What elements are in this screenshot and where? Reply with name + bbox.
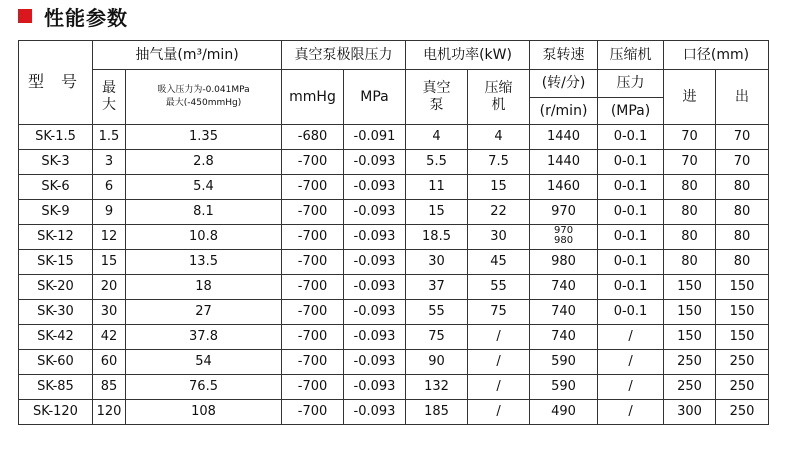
cell-comp-kw: 15 xyxy=(468,175,530,200)
model-header: 型 号 xyxy=(19,41,93,125)
cell-max: 12 xyxy=(93,225,126,250)
suction-note-header: 吸入压力为-0.041MPa 最大(-450mmHg) xyxy=(126,70,282,125)
cell-inlet: 80 xyxy=(664,200,716,225)
cell-mpa: -0.093 xyxy=(344,325,406,350)
cell-comp-kw: 7.5 xyxy=(468,150,530,175)
inlet-header: 进 xyxy=(664,70,716,125)
cell-rpm: 740 xyxy=(530,300,598,325)
cell-max: 6 xyxy=(93,175,126,200)
cell-rpm: 980 xyxy=(530,250,598,275)
cell-outlet: 80 xyxy=(716,200,769,225)
diameter-header: 口径(mm) xyxy=(664,41,769,70)
cell-suction: 2.8 xyxy=(126,150,282,175)
cell-mpa: -0.093 xyxy=(344,400,406,425)
cell-max: 3 xyxy=(93,150,126,175)
cell-comp-mpa: / xyxy=(598,375,664,400)
table-row xyxy=(19,375,769,400)
cell-suction: 76.5 xyxy=(126,375,282,400)
cell-comp-kw: 45 xyxy=(468,250,530,275)
cell-rpm: 970 980 xyxy=(530,225,598,250)
cell-suction: 5.4 xyxy=(126,175,282,200)
cell-comp-mpa: 0-0.1 xyxy=(598,300,664,325)
cell-comp-kw: 22 xyxy=(468,200,530,225)
cell-comp-mpa: 0-0.1 xyxy=(598,125,664,150)
cell-rpm: 740 xyxy=(530,325,598,350)
cell-vac-kw: 55 xyxy=(406,300,468,325)
cell-rpm: 1440 xyxy=(530,150,598,175)
cell-model: SK-12 xyxy=(19,225,93,250)
cell-model: SK-1.5 xyxy=(19,125,93,150)
outlet-header: 出 xyxy=(716,70,769,125)
cell-suction: 10.8 xyxy=(126,225,282,250)
cell-vac-kw: 15 xyxy=(406,200,468,225)
cell-mpa: -0.093 xyxy=(344,350,406,375)
cell-suction: 1.35 xyxy=(126,125,282,150)
cell-model: SK-15 xyxy=(19,250,93,275)
cell-inlet: 150 xyxy=(664,300,716,325)
cell-max: 9 xyxy=(93,200,126,225)
pump-speed-header-line2: (转/分) xyxy=(530,70,598,98)
cell-model: SK-6 xyxy=(19,175,93,200)
comp-pressure-header-line3: (MPa) xyxy=(598,98,664,125)
cell-mmhg: -700 xyxy=(282,225,344,250)
cell-max: 15 xyxy=(93,250,126,275)
cell-inlet: 250 xyxy=(664,375,716,400)
cell-model: SK-20 xyxy=(19,275,93,300)
mmhg-header: mmHg xyxy=(282,70,344,125)
table-row xyxy=(19,200,769,225)
cell-mpa: -0.093 xyxy=(344,250,406,275)
cell-suction: 108 xyxy=(126,400,282,425)
table-row xyxy=(19,150,769,175)
cell-comp-mpa: 0-0.1 xyxy=(598,175,664,200)
table-body xyxy=(19,125,769,425)
cell-outlet: 250 xyxy=(716,375,769,400)
mpa-header: MPa xyxy=(344,70,406,125)
cell-comp-mpa: 0-0.1 xyxy=(598,225,664,250)
cell-rpm: 740 xyxy=(530,275,598,300)
cell-vac-kw: 30 xyxy=(406,250,468,275)
cell-comp-mpa: 0-0.1 xyxy=(598,200,664,225)
cell-rpm: 590 xyxy=(530,375,598,400)
cell-rpm: 1460 xyxy=(530,175,598,200)
cell-vac-kw: 18.5 xyxy=(406,225,468,250)
cell-outlet: 80 xyxy=(716,250,769,275)
cell-comp-kw: 55 xyxy=(468,275,530,300)
comp-pressure-header-line1: 压缩机 xyxy=(598,41,664,70)
cell-mmhg: -700 xyxy=(282,300,344,325)
cell-comp-kw: / xyxy=(468,375,530,400)
cell-rpm: 1440 xyxy=(530,125,598,150)
pumping-speed-header: 抽气量(m³/min) xyxy=(93,41,282,70)
cell-mmhg: -700 xyxy=(282,350,344,375)
cell-mpa: -0.093 xyxy=(344,200,406,225)
cell-vac-kw: 11 xyxy=(406,175,468,200)
cell-model: SK-85 xyxy=(19,375,93,400)
cell-rpm: 590 xyxy=(530,350,598,375)
cell-mpa: -0.093 xyxy=(344,300,406,325)
cell-comp-kw: 30 xyxy=(468,225,530,250)
table-row xyxy=(19,300,769,325)
cell-outlet: 70 xyxy=(716,150,769,175)
cell-comp-kw: / xyxy=(468,400,530,425)
cell-mmhg: -700 xyxy=(282,375,344,400)
cell-mmhg: -680 xyxy=(282,125,344,150)
cell-comp-mpa: / xyxy=(598,400,664,425)
cell-suction: 18 xyxy=(126,275,282,300)
cell-rpm: 490 xyxy=(530,400,598,425)
cell-mpa: -0.093 xyxy=(344,175,406,200)
cell-inlet: 80 xyxy=(664,175,716,200)
pump-speed-header-line3: (r/min) xyxy=(530,98,598,125)
cell-outlet: 250 xyxy=(716,350,769,375)
cell-mpa: -0.091 xyxy=(344,125,406,150)
cell-vac-kw: 132 xyxy=(406,375,468,400)
cell-comp-mpa: 0-0.1 xyxy=(598,150,664,175)
cell-outlet: 70 xyxy=(716,125,769,150)
cell-mpa: -0.093 xyxy=(344,275,406,300)
cell-model: SK-120 xyxy=(19,400,93,425)
cell-mmhg: -700 xyxy=(282,200,344,225)
cell-mpa: -0.093 xyxy=(344,225,406,250)
ultimate-pressure-header: 真空泵极限压力 xyxy=(282,41,406,70)
cell-outlet: 150 xyxy=(716,300,769,325)
cell-mmhg: -700 xyxy=(282,275,344,300)
max-header: 最 大 xyxy=(93,70,126,125)
motor-power-header: 电机功率(kW) xyxy=(406,41,530,70)
cell-model: SK-60 xyxy=(19,350,93,375)
table-row xyxy=(19,125,769,150)
cell-outlet: 80 xyxy=(716,175,769,200)
cell-model: SK-9 xyxy=(19,200,93,225)
section-header xyxy=(18,3,128,29)
cell-outlet: 250 xyxy=(716,400,769,425)
cell-inlet: 150 xyxy=(664,325,716,350)
cell-max: 120 xyxy=(93,400,126,425)
section-title: 性能参数 xyxy=(44,5,128,30)
cell-mmhg: -700 xyxy=(282,325,344,350)
cell-outlet: 150 xyxy=(716,325,769,350)
cell-model: SK-42 xyxy=(19,325,93,350)
cell-vac-kw: 37 xyxy=(406,275,468,300)
cell-comp-mpa: 0-0.1 xyxy=(598,250,664,275)
cell-vac-kw: 185 xyxy=(406,400,468,425)
cell-inlet: 250 xyxy=(664,350,716,375)
cell-max: 85 xyxy=(93,375,126,400)
cell-inlet: 70 xyxy=(664,125,716,150)
cell-suction: 27 xyxy=(126,300,282,325)
cell-mmhg: -700 xyxy=(282,400,344,425)
cell-mpa: -0.093 xyxy=(344,150,406,175)
cell-inlet: 80 xyxy=(664,250,716,275)
cell-vac-kw: 4 xyxy=(406,125,468,150)
pump-speed-header-line1: 泵转速 xyxy=(530,41,598,70)
table-row xyxy=(19,400,769,425)
cell-mmhg: -700 xyxy=(282,150,344,175)
cell-max: 1.5 xyxy=(93,125,126,150)
cell-mpa: -0.093 xyxy=(344,375,406,400)
cell-comp-kw: / xyxy=(468,325,530,350)
cell-comp-kw: 75 xyxy=(468,300,530,325)
cell-rpm: 970 xyxy=(530,200,598,225)
cell-comp-kw: 4 xyxy=(468,125,530,150)
cell-suction: 37.8 xyxy=(126,325,282,350)
cell-suction: 8.1 xyxy=(126,200,282,225)
performance-table xyxy=(18,40,769,425)
comp-pressure-header-line2: 压力 xyxy=(598,70,664,98)
cell-vac-kw: 90 xyxy=(406,350,468,375)
cell-suction: 54 xyxy=(126,350,282,375)
table-row xyxy=(19,350,769,375)
table-row xyxy=(19,225,769,250)
cell-comp-mpa: 0-0.1 xyxy=(598,275,664,300)
cell-comp-kw: / xyxy=(468,350,530,375)
cell-vac-kw: 5.5 xyxy=(406,150,468,175)
cell-vac-kw: 75 xyxy=(406,325,468,350)
table-row xyxy=(19,175,769,200)
cell-outlet: 80 xyxy=(716,225,769,250)
cell-suction: 13.5 xyxy=(126,250,282,275)
cell-max: 30 xyxy=(93,300,126,325)
table-row xyxy=(19,325,769,350)
title-marker-icon xyxy=(18,9,32,23)
cell-mmhg: -700 xyxy=(282,250,344,275)
cell-inlet: 300 xyxy=(664,400,716,425)
cell-mmhg: -700 xyxy=(282,175,344,200)
vacuum-pump-header: 真空 泵 xyxy=(406,70,468,125)
cell-max: 20 xyxy=(93,275,126,300)
cell-inlet: 80 xyxy=(664,225,716,250)
table-row xyxy=(19,250,769,275)
cell-max: 60 xyxy=(93,350,126,375)
cell-model: SK-3 xyxy=(19,150,93,175)
table-row xyxy=(19,275,769,300)
cell-inlet: 70 xyxy=(664,150,716,175)
cell-max: 42 xyxy=(93,325,126,350)
cell-outlet: 150 xyxy=(716,275,769,300)
cell-model: SK-30 xyxy=(19,300,93,325)
compressor-header: 压缩 机 xyxy=(468,70,530,125)
cell-comp-mpa: / xyxy=(598,325,664,350)
cell-inlet: 150 xyxy=(664,275,716,300)
cell-comp-mpa: / xyxy=(598,350,664,375)
